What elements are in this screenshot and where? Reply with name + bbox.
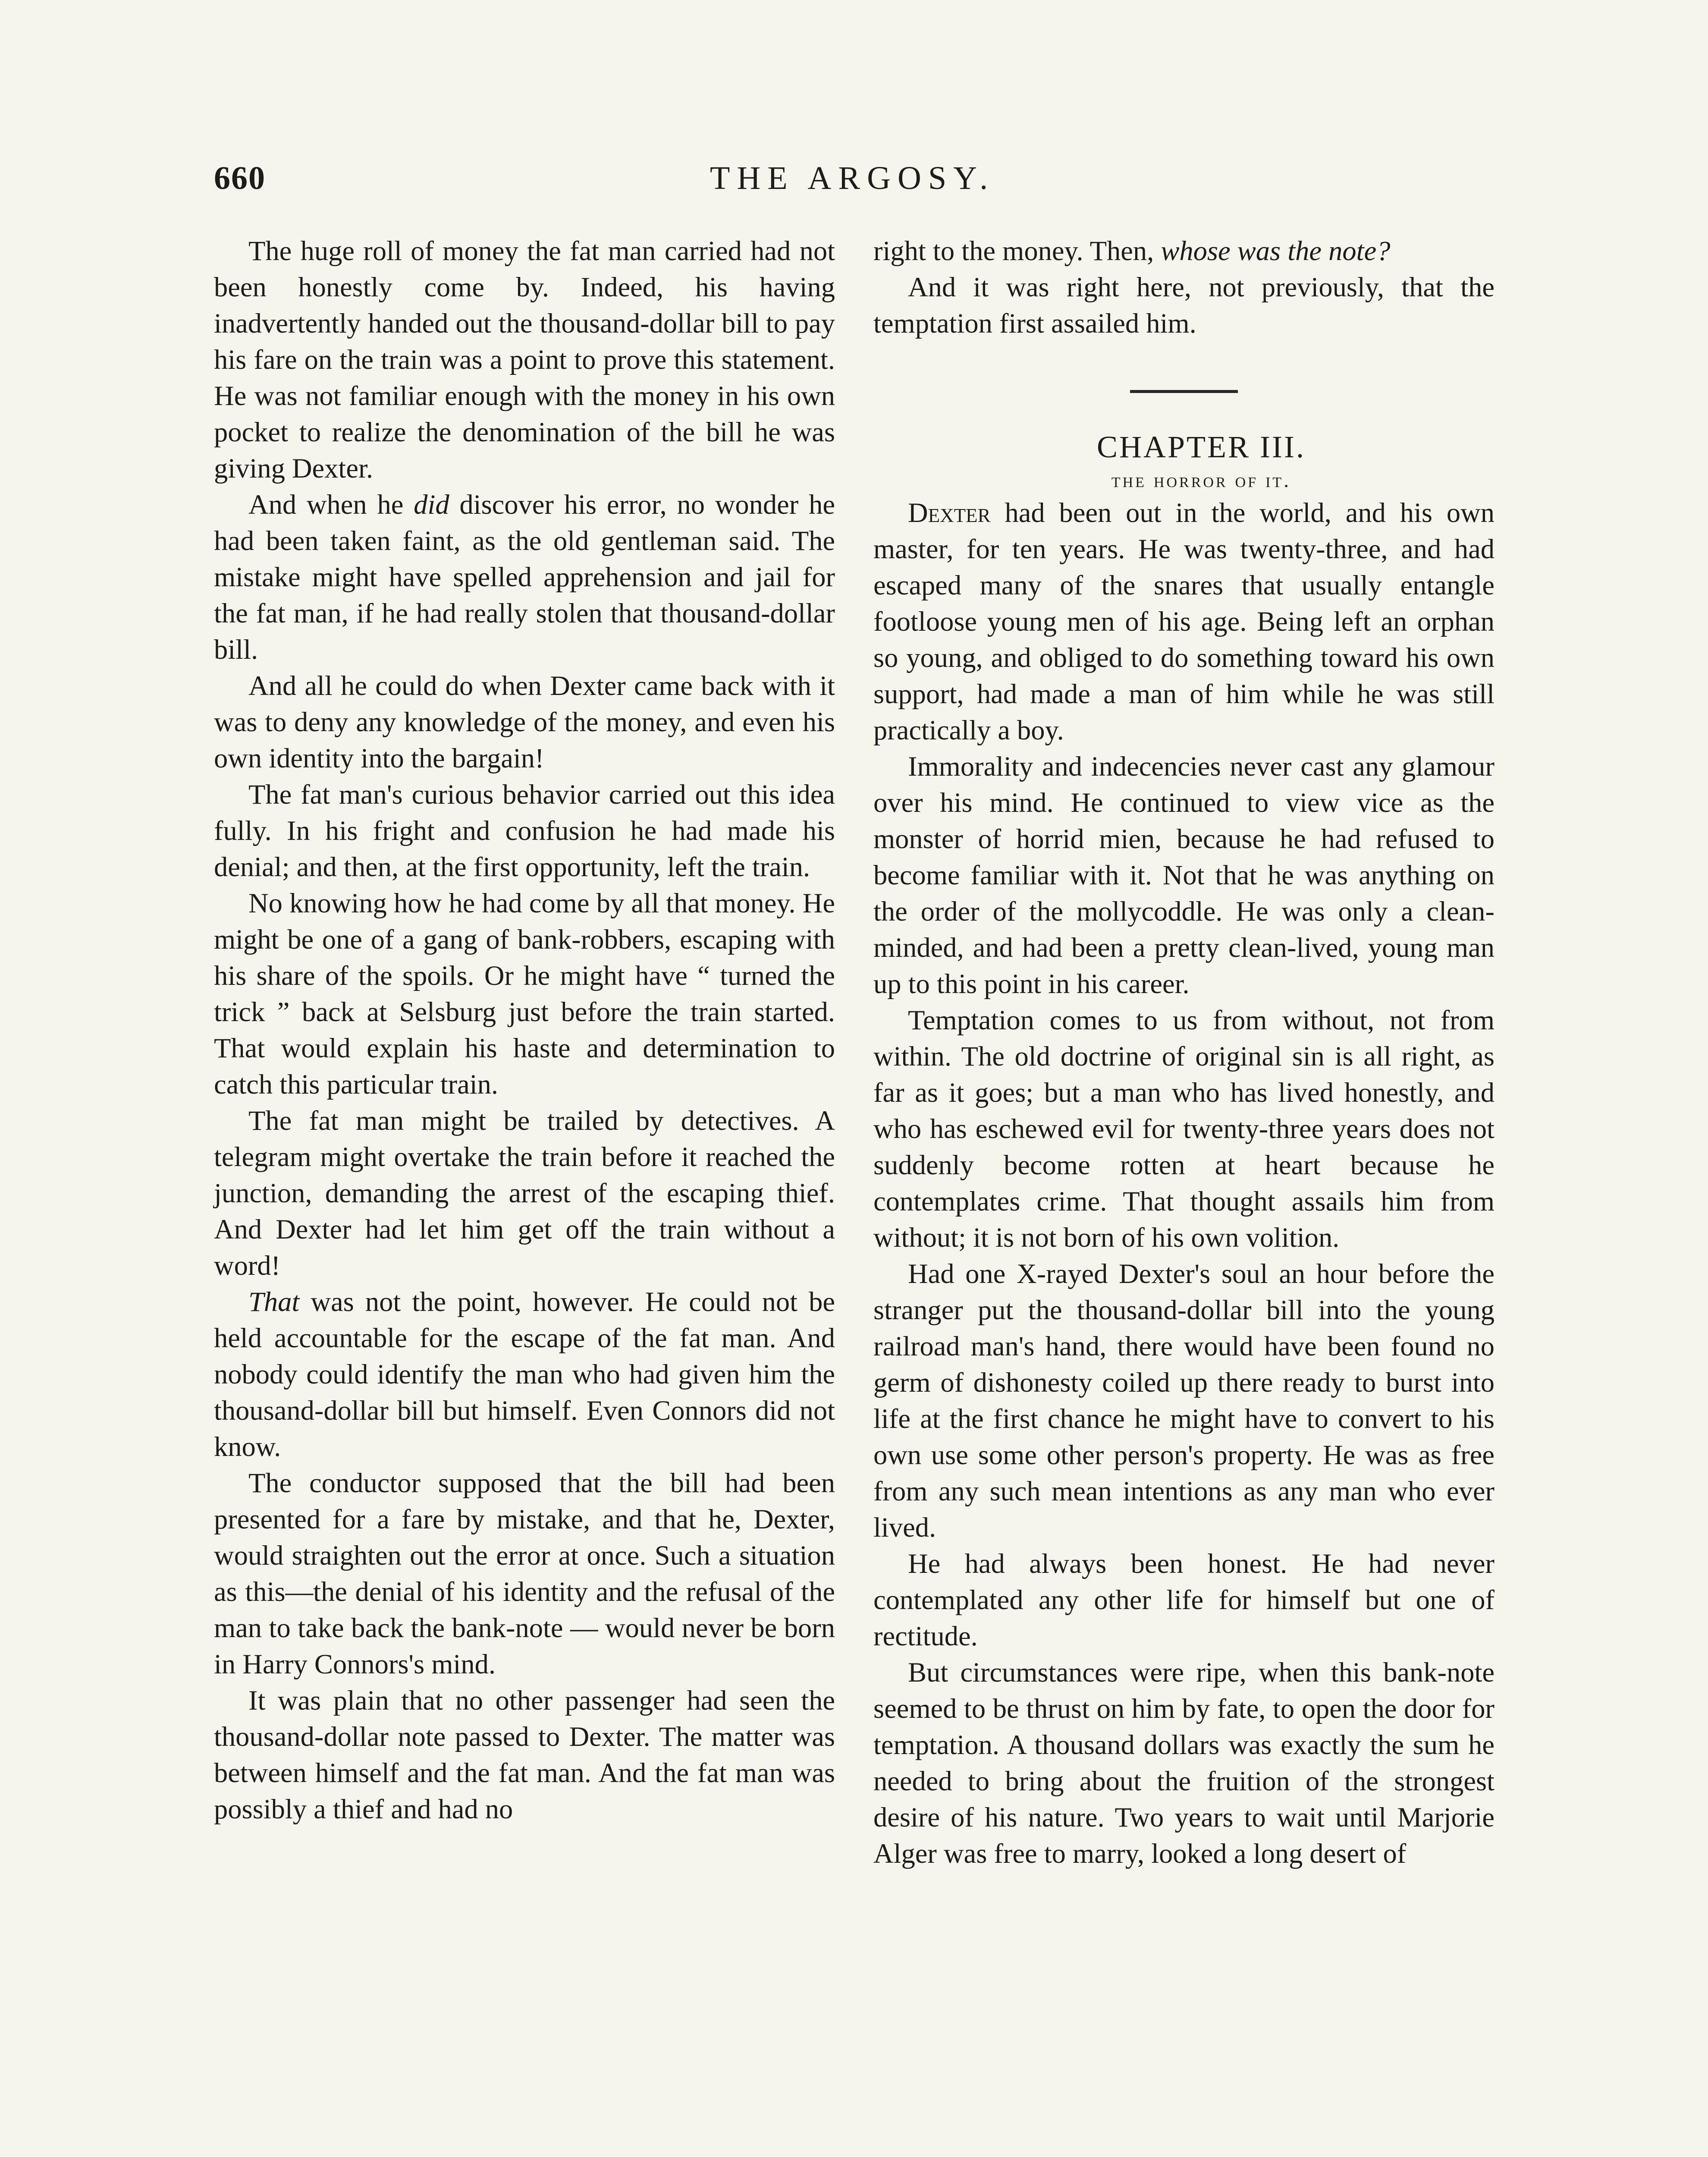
chapter-heading: CHAPTER III. <box>1097 430 1306 464</box>
page-header <box>214 160 1501 211</box>
paragraph: The huge roll of money the fat man carried had not been honestly come by. Indeed, his having inadvertently handed out the thousand-dollar bill to pay his fare on the train was a point to prove this statement. He was not familiar enough with the money in his own pocket to realize the denomination of the bill he was giving Dexter. <box>214 236 835 484</box>
chapter-first-word: Dexter <box>908 497 991 528</box>
paragraph-rest: discover his error, no wonder he had been taken faint, as the old gentleman said. The mistake might have spelled apprehension and jail for the fat man, if he had really stolen that thousand-dollar bill. <box>214 489 835 665</box>
paragraph-lead: right to the money. Then, <box>873 236 1161 266</box>
paragraph-lead: And when he <box>248 489 414 520</box>
paragraph <box>873 495 1494 748</box>
paragraph: But circumstances were ripe, when this bank-note seemed to be thrust on him by fate, to open the door for temptation. A thousand dollars was exactly the sum he needed to bring about the fruition of the strongest desire of his nature. Two years to wait until Marjorie Alger was free to marry, looked a long desert of <box>873 1657 1494 1869</box>
running-head: THE ARGOSY. <box>710 160 995 196</box>
paragraph-rest: had been out in the world, and his own master, for ten years. He was twenty-three, and had escaped many of the snares that usually entangle footloose young men of his age. Being left an orphan so young, and obliged to do something toward his own support, had made a man of him while he was still practically a boy. <box>873 497 1494 745</box>
page-number: 660 <box>214 160 266 196</box>
section-divider <box>1130 390 1238 393</box>
paragraph <box>214 1284 835 1465</box>
paragraph <box>214 487 835 668</box>
paragraph: The fat man might be trailed by detectives. A telegram might overtake the train before it reached the junction, demanding the arrest of the escaping thief. And Dexter had let him get off the train without a word! <box>214 1105 835 1281</box>
paragraph: The fat man's curious behavior carried out this idea fully. In his fright and confusion he had made his denial; and then, at the first opportunity, left the train. <box>214 779 835 882</box>
paragraph: The conductor supposed that the bill had been presented for a fare by mistake, and that he, Dexter, would straighten out the error at once. Such a situation as this—the denial of his identity and the refusal of the man to take back the bank-note — would never be born in Harry Connors's mind. <box>214 1468 835 1679</box>
paragraph: And all he could do when Dexter came back with it was to deny any knowledge of the money, and even his own identity into the bargain! <box>214 670 835 774</box>
paragraph: It was plain that no other passenger had seen the thousand-dollar note passed to Dexter. The matter was between himself and the fat man. And the fat man was possibly a thief and had no <box>214 1685 835 1824</box>
emphasis-text: whose was the note? <box>1161 236 1391 266</box>
continued-paragraph <box>873 233 1494 269</box>
paragraph: Had one X-rayed Dexter's soul an hour before the stranger put the thousand-dollar bill into the young railroad man's hand, there would have been found no germ of dishonesty coiled up there ready to burst into life at the first chance he might have to convert to his own use some other person's property. He was as free from any such mean intentions as any man who ever lived. <box>873 1258 1494 1543</box>
chapter-subheading: the horror of it. <box>1111 469 1291 492</box>
paragraph-rest: was not the point, however. He could not be held accountable for the escape of the fat man. And nobody could identify the man who had given him the thousand-dollar bill but himself. Even Connors did not know. <box>214 1286 835 1462</box>
paragraph: And it was right here, not previously, that the temptation first assailed him. <box>873 272 1494 339</box>
emphasis-text: did <box>414 489 449 520</box>
paragraph: Immorality and indecencies never cast any glamour over his mind. He continued to view vice as the monster of horrid mien, because he had refused to become familiar with it. Not that he was anything on the order of the mollycoddle. He was only a clean-minded, and had been a pretty clean-lived, young man up to this point in his career. <box>873 751 1494 999</box>
paragraph: He had always been honest. He had never contemplated any other life for himself but one of rectitude. <box>873 1548 1494 1651</box>
paragraph: Temptation comes to us from without, not from within. The old doctrine of original sin is all right, as far as it goes; but a man who has lived honestly, and who has eschewed evil for twenty-three years does not suddenly become rotten at heart because he contemplates crime. That thought assails him from without; it is not born of his own volition. <box>873 1005 1494 1253</box>
emphasis-text: That <box>248 1286 300 1317</box>
right-column <box>873 233 1494 1872</box>
left-column <box>214 233 835 1827</box>
paragraph: No knowing how he had come by all that money. He might be one of a gang of bank-robbers, escaping with his share of the spoils. Or he might have “ turned the trick ” back at Selsburg just before the train started. That would explain his haste and determination to catch this particular train. <box>214 888 835 1100</box>
